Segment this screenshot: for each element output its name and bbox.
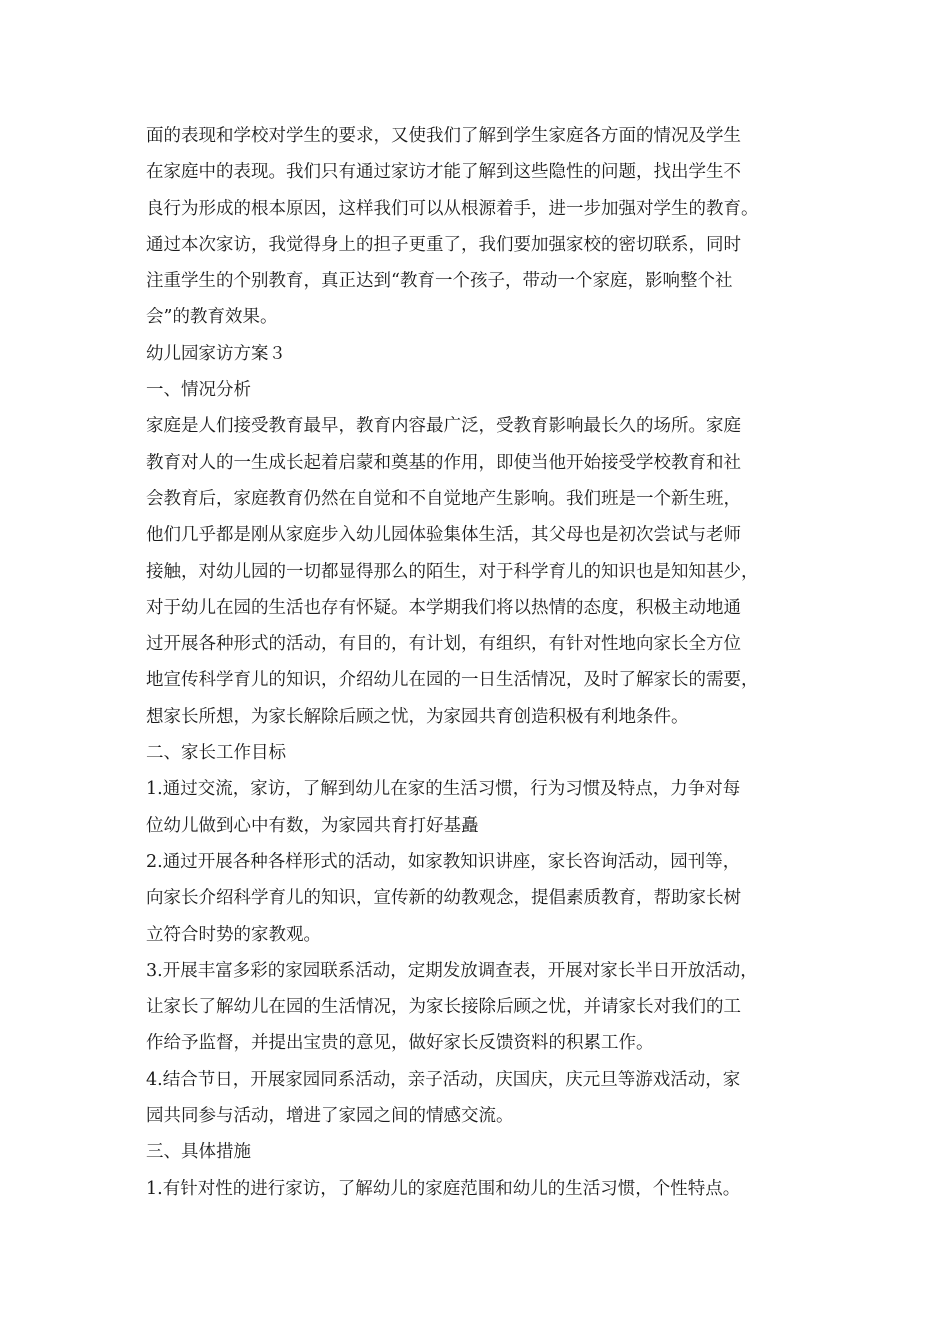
heading-parent-work-goals: 二、家长工作目标 [146,743,286,764]
list-item-line: 3.开展丰富多彩的家园联系活动，定期发放调查表，开展对家长半日开放活动， [146,960,758,981]
text-line: 会教育后，家庭教育仍然在自觉和不自觉地产生影响。我们班是一个新生班， [146,488,741,509]
section-title: 幼儿园家访方案３ [146,343,286,364]
text-line: 教育对人的一生成长起着启蒙和奠基的作用，即使当他开始接受学校教育和社 [146,452,741,473]
list-item-line: 让家长了解幼儿在园的生活情况，为家长接除后顾之忧，并请家长对我们的工 [146,997,741,1018]
text-line: 地宣传科学育儿的知识，介绍幼儿在园的一日生活情况，及时了解家长的需要， [146,670,759,691]
list-item-line: 位幼儿做到心中有数，为家园共育打好基矗 [146,815,479,836]
list-item-line: 作给予监督，并提出宝贵的意见，做好家长反馈资料的积累工作。 [146,1033,654,1054]
text-line: 面的表现和学校对学生的要求，又使我们了解到学生家庭各方面的情况及学生 [146,126,741,146]
text-line: 会”的教育效果。 [146,307,278,328]
list-item-line: 园共同参与活动，增进了家园之间的情感交流。 [146,1106,514,1127]
list-item-line: 1.通过交流，家访，了解到幼儿在家的生活习惯，行为习惯及特点，力争对每 [146,779,741,800]
text-line: 注重学生的个别教育，真正达到“教育一个孩子，带动一个家庭，影响整个社 [146,271,733,292]
document-body [146,118,816,1207]
list-item-line: 向家长介绍科学育儿的知识，宣传新的幼教观念，提倡素质教育，帮助家长树 [146,888,741,909]
text-line: 他们几乎都是刚从家庭步入幼儿园体验集体生活，其父母也是初次尝试与老师 [146,525,741,546]
text-line: 在家庭中的表现。我们只有通过家访才能了解到这些隐性的问题，找出学生不 [146,162,741,183]
heading-situation-analysis: 一、情况分析 [146,380,251,401]
list-item-line: 2.通过开展各种各样形式的活动，如家教知识讲座，家长咨询活动，园刊等， [146,851,741,872]
text-line: 对于幼儿在园的生活也存有怀疑。本学期我们将以热情的态度，积极主动地通 [146,597,741,618]
list-item-line: 1.有针对性的进行家访，了解幼儿的家庭范围和幼儿的生活习惯，个性特点。 [146,1178,741,1199]
text-line: 过开展各种形式的活动，有目的，有计划，有组织，有针对性地向家长全方位 [146,634,741,655]
text-line: 良行为形成的根本原因，这样我们可以从根源着手，进一步加强对学生的教育。 [146,198,759,219]
list-item-line: 立符合时势的家教观。 [146,924,321,945]
heading-specific-measures: 三、具体措施 [146,1142,251,1163]
text-line: 接触，对幼儿园的一切都显得那么的陌生，对于科学育儿的知识也是知知甚少， [146,561,759,582]
list-item-line: 4.结合节日，开展家园同系活动，亲子活动，庆国庆，庆元旦等游戏活动，家 [146,1069,741,1090]
text-line: 想家长所想，为家长解除后顾之忧，为家园共育创造积极有利地条件。 [146,706,689,727]
text-line: 家庭是人们接受教育最早，教育内容最广泛，受教育影响最长久的场所。家庭 [146,416,741,437]
text-line: 通过本次家访，我觉得身上的担子更重了，我们要加强家校的密切联系，同时 [146,234,741,255]
